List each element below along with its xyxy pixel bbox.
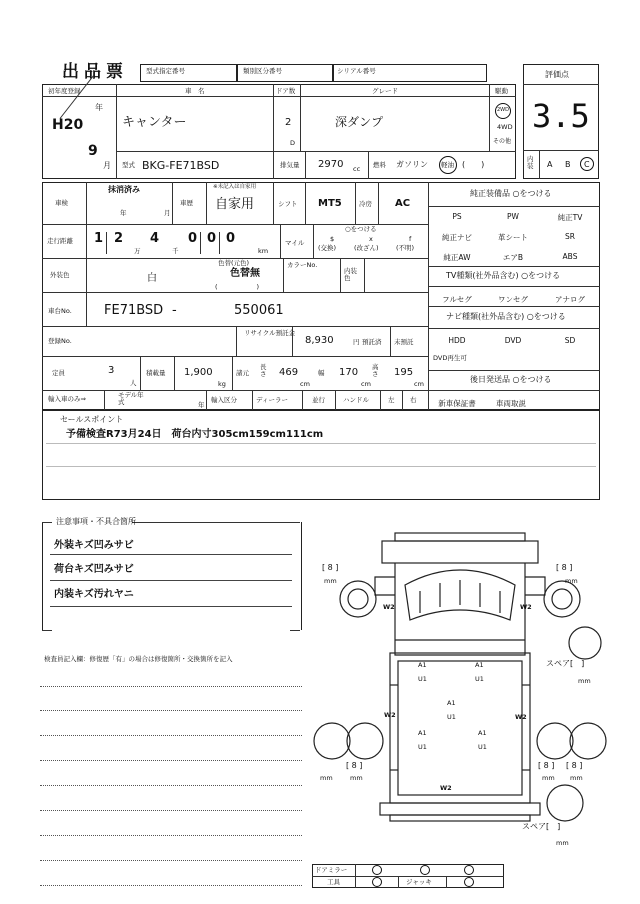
shift-value: MT5 [318, 198, 342, 209]
rating-score: 3.5 [532, 97, 590, 135]
interior-grade-c: C [584, 160, 590, 169]
tire-rl-depth: [ 8 ] [346, 761, 363, 770]
first-reg-label: 初年度登録 [48, 87, 81, 95]
interior-grade-b: B [565, 160, 571, 169]
vehicle-diagram [300, 525, 620, 855]
drive-other: その他 [493, 138, 512, 145]
load-capacity: 1,900 [184, 367, 213, 378]
model-cert-label: 型式指定番号 [146, 67, 185, 75]
chassis-prefix: FE71BSD [104, 303, 164, 318]
car-name-label: 車 名 [185, 87, 205, 95]
mileage-digit-3: 4 [150, 231, 160, 246]
doors-label: ドア数 [276, 87, 296, 95]
mileage-digit-2: 2 [114, 231, 124, 246]
grade-value: 深ダンプ [335, 115, 384, 129]
tire-fr-depth: [ 8 ] [556, 563, 573, 572]
serial-label: シリアル番号 [337, 67, 376, 75]
drive-2wd: 2WD [497, 107, 509, 113]
repaint-value: 色替無 [230, 268, 260, 279]
interior-grade-a: A [547, 160, 553, 169]
note-3: 内装キズ汚れヤニ [54, 589, 134, 600]
tire-fl-depth: [ 8 ] [322, 563, 339, 572]
model-type: BKG-FE71BSD [142, 159, 220, 172]
displacement: 2970 [318, 159, 344, 170]
first-reg-year: H20 [52, 117, 84, 133]
category-label: 類別区分番号 [243, 67, 282, 75]
width-value: 170 [339, 367, 359, 378]
recycle-fee: 8,930 [305, 335, 334, 346]
exterior-color: 白 [147, 273, 157, 284]
grade-label: グレード [372, 87, 398, 95]
tire-rr-depth: [ 8 ] [538, 761, 555, 770]
rating-label: 評価点 [545, 70, 569, 79]
equipment-title: 純正装備品 ○をつける [470, 189, 552, 198]
ac-value: AC [395, 198, 411, 209]
history-value: 自家用 [215, 197, 255, 212]
door-count: 2 [285, 117, 292, 128]
car-name: キャンター [122, 115, 187, 130]
height-value: 195 [394, 367, 414, 378]
drive-4wd: 4WD [497, 123, 513, 131]
seats: 3 [108, 365, 115, 376]
mileage-digit-4: 0 [188, 231, 198, 246]
fuel-gasoline: ガソリン [396, 160, 428, 169]
inspection-status: 抹消済み [108, 185, 140, 194]
first-reg-month: 9 [88, 143, 98, 159]
fuel-diesel: 軽油 [441, 161, 454, 169]
sales-point-section [42, 410, 600, 500]
sheet-title: 出品票 [62, 62, 128, 82]
note-1: 外装キズ凹みサビ [54, 540, 134, 551]
mileage-digit-5: 0 [207, 231, 217, 246]
inspector-label: 検査員記入欄：修復歴「有」の場合は修復箇所・交換箇所を記入 [44, 655, 233, 663]
chassis-number: 550061 [234, 303, 284, 318]
sales-point-text: 予備検査R73月24日 荷台内寸305cm159cm111cm [66, 429, 324, 440]
mileage-digit-1: 1 [94, 231, 104, 246]
note-2: 荷台キズ凹みサビ [54, 564, 134, 575]
length-value: 469 [279, 367, 299, 378]
spare-label-1: スペア[ ] [546, 659, 585, 668]
mileage-digit-6: 0 [226, 231, 236, 246]
interior-label: 内装 [527, 155, 534, 171]
spare-label-2: スペア[ ] [522, 822, 561, 831]
